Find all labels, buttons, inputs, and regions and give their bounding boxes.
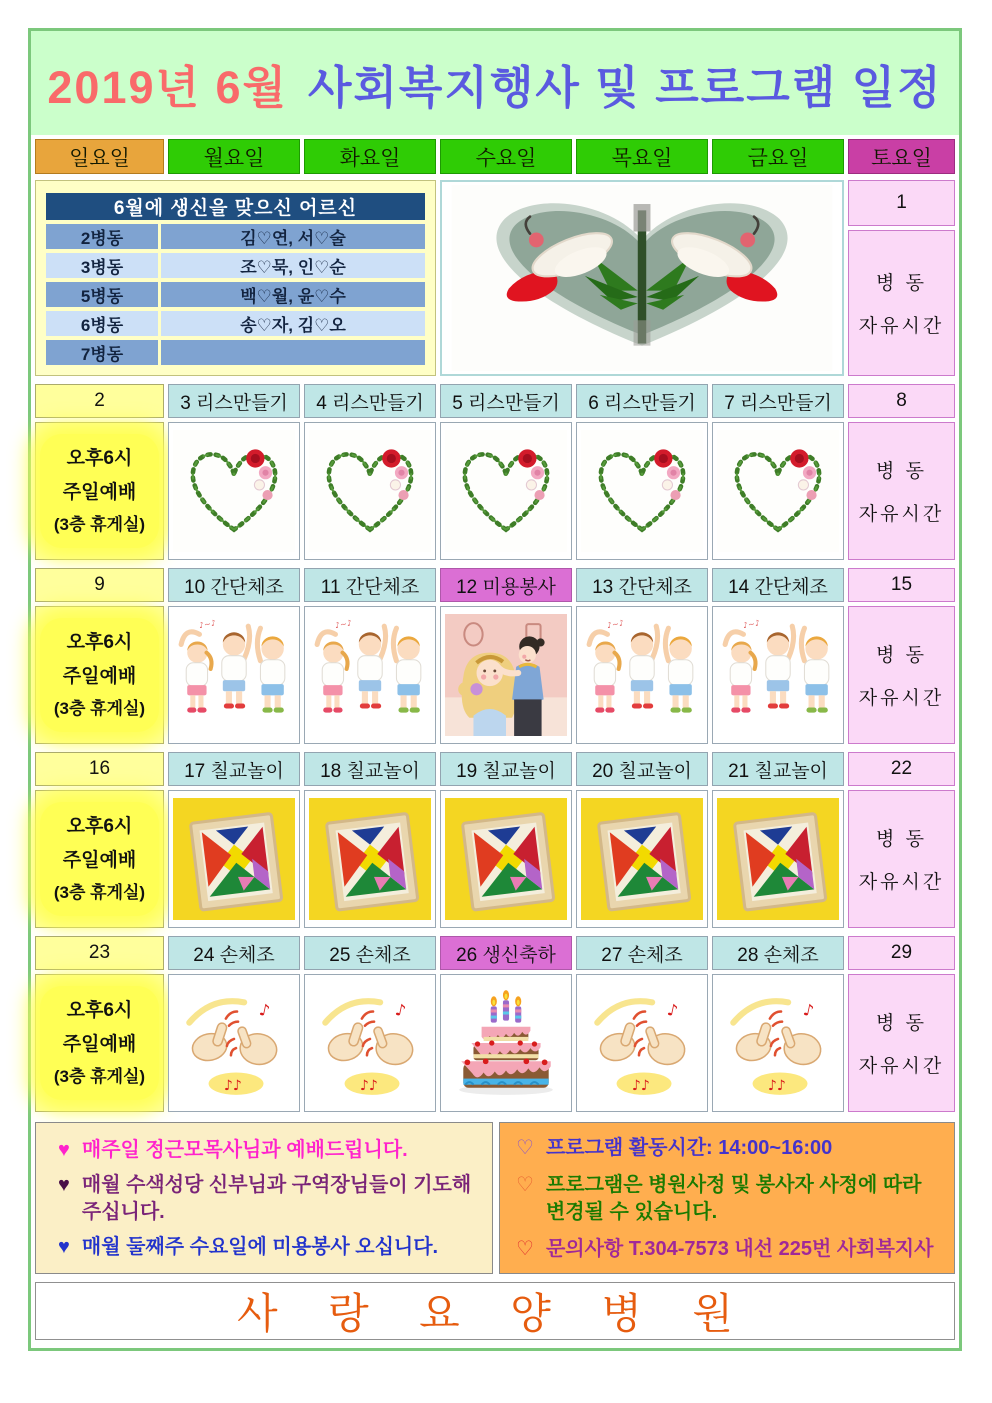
activity-image-cell <box>168 606 300 744</box>
saturday-free-cell <box>848 790 955 928</box>
ward-cell: 2병동 <box>46 224 158 249</box>
date-cell: 17 칠교놀이 <box>168 752 300 786</box>
birthday-row <box>46 340 425 365</box>
tangram-image <box>717 795 839 923</box>
activity-image-cell <box>440 974 572 1112</box>
worship-time: 오후6시 <box>66 815 133 837</box>
hospital-name: 사 랑 요 양 병 원 <box>237 1292 753 1338</box>
day-header-tuesday: 화요일 <box>304 139 436 174</box>
ward-cell: 6병동 <box>46 311 158 336</box>
free-time-line: 자유시간 <box>858 1056 945 1077</box>
birthday-cake-image <box>445 979 567 1107</box>
week-row-2 <box>31 384 959 560</box>
free-time-line: 자유시간 <box>858 872 945 893</box>
worship-place: (3층 휴게실) <box>53 882 146 902</box>
free-time-line: 병 동 <box>876 461 927 482</box>
activity-image-cell <box>712 790 844 928</box>
hand-exercise-image <box>717 979 839 1107</box>
date-cell: 16 <box>35 752 164 786</box>
notes-left-panel <box>35 1122 493 1274</box>
worship-note <box>40 618 159 733</box>
worship-title: 주일예배 <box>62 1033 137 1055</box>
free-time-line: 병 동 <box>876 1013 927 1034</box>
saturday-free-cell <box>848 606 955 744</box>
activity-image-cell <box>168 974 300 1112</box>
ward-cell: 3병동 <box>46 253 158 278</box>
activity-image-cell <box>440 790 572 928</box>
kids-exercise-image <box>309 611 431 739</box>
date-cell: 25 손체조 <box>304 936 436 970</box>
salvia-heart-photo <box>445 185 839 371</box>
week-row-5 <box>31 936 959 1112</box>
names-cell: 송♡자, 김♡오 <box>161 311 425 336</box>
activity-image-cell <box>576 422 708 560</box>
activity-image-cell <box>168 790 300 928</box>
note-item <box>58 1137 480 1164</box>
date-cell: 4 리스만들기 <box>304 384 436 418</box>
names-cell: 김♡연, 서♡술 <box>161 224 425 249</box>
activity-image-cell <box>712 974 844 1112</box>
date-cell: 22 <box>848 752 955 786</box>
heart-outline-icon: ♡ <box>516 1174 534 1196</box>
saturday-free-cell <box>848 230 955 376</box>
date-cell: 15 <box>848 568 955 602</box>
activity-image-cell <box>576 606 708 744</box>
names-cell: 백♡월, 윤♡수 <box>161 282 425 307</box>
note-text: 매주일 정근모목사님과 예배드립니다. <box>81 1139 408 1161</box>
activity-image-cell <box>712 606 844 744</box>
date-cell: 23 <box>35 936 164 970</box>
names-cell: 조♡묵, 인♡순 <box>161 253 425 278</box>
day-header-wednesday: 수요일 <box>440 139 572 174</box>
activity-image-cell <box>712 422 844 560</box>
date-cell: 3 리스만들기 <box>168 384 300 418</box>
note-text: 매월 둘째주 수요일에 미용봉사 오십니다. <box>81 1236 439 1258</box>
heart-wreath-image <box>309 427 431 555</box>
heart-icon: ♥ <box>58 1139 70 1161</box>
free-time-line: 자유시간 <box>858 688 945 709</box>
hospital-name-footer <box>35 1282 955 1340</box>
week-row-1 <box>31 180 959 376</box>
birthday-heading: 6월에 생신을 맞으신 어르신 <box>46 193 425 220</box>
free-time-line: 병 동 <box>876 829 927 850</box>
activity-image-cell <box>304 422 436 560</box>
birthday-panel <box>35 180 436 376</box>
free-time-line: 병 동 <box>876 273 927 294</box>
tangram-image <box>309 795 431 923</box>
worship-title: 주일예배 <box>62 665 137 687</box>
sunday-worship-cell <box>35 422 164 560</box>
kids-exercise-image <box>173 611 295 739</box>
sunday-worship-cell <box>35 790 164 928</box>
day-header-monday: 월요일 <box>168 139 300 174</box>
birthday-row <box>46 311 425 336</box>
saturday-free-cell <box>848 422 955 560</box>
note-text: 매월 수색성당 신부님과 구역장님들이 기도해주십니다. <box>81 1174 472 1223</box>
date-cell: 28 손체조 <box>712 936 844 970</box>
date-cell: 11 간단체조 <box>304 568 436 602</box>
date-cell: 5 리스만들기 <box>440 384 572 418</box>
week-row-4 <box>31 752 959 928</box>
day-header-row <box>31 139 959 174</box>
title-subject: 사회복지행사 및 프로그램 일정 <box>307 61 943 113</box>
free-time-line: 자유시간 <box>858 316 945 337</box>
activity-image-cell <box>440 422 572 560</box>
heart-wreath-image <box>581 427 703 555</box>
note-item <box>516 1172 942 1226</box>
activity-image-cell <box>168 422 300 560</box>
heart-outline-icon: ♡ <box>516 1238 534 1260</box>
date-cell: 2 <box>35 384 164 418</box>
tangram-image <box>445 795 567 923</box>
heart-wreath-image <box>445 427 567 555</box>
sunday-worship-cell <box>35 606 164 744</box>
worship-title: 주일예배 <box>62 849 137 871</box>
date-cell: 9 <box>35 568 164 602</box>
date-cell: 27 손체조 <box>576 936 708 970</box>
page-title <box>31 31 959 135</box>
worship-place: (3층 휴게실) <box>53 698 146 718</box>
activity-image-cell <box>304 790 436 928</box>
worship-title: 주일예배 <box>62 481 137 503</box>
ward-cell: 5병동 <box>46 282 158 307</box>
date-cell: 18 칠교놀이 <box>304 752 436 786</box>
heart-wreath-image <box>717 427 839 555</box>
note-item <box>516 1135 942 1162</box>
heart-outline-icon: ♡ <box>516 1137 534 1159</box>
activity-image-cell <box>440 606 572 744</box>
kids-exercise-image <box>581 611 703 739</box>
worship-place: (3층 휴게실) <box>53 1066 146 1086</box>
date-cell: 6 리스만들기 <box>576 384 708 418</box>
activity-image-cell <box>304 974 436 1112</box>
note-item <box>58 1172 480 1226</box>
day-header-friday: 금요일 <box>712 139 844 174</box>
sunday-worship-cell <box>35 974 164 1112</box>
ward-cell: 7병동 <box>46 340 158 365</box>
free-time-line: 자유시간 <box>858 504 945 525</box>
activity-image-cell <box>576 790 708 928</box>
week-row-3 <box>31 568 959 744</box>
date-cell: 1 <box>848 180 955 226</box>
notes-right-panel <box>499 1122 955 1274</box>
date-cell: 14 간단체조 <box>712 568 844 602</box>
heart-icon: ♥ <box>58 1174 70 1196</box>
note-text: 프로그램 활동시간: 14:00~16:00 <box>545 1137 833 1159</box>
tangram-image <box>581 795 703 923</box>
names-cell <box>161 340 425 365</box>
birthday-row <box>46 282 425 307</box>
date-cell-birthday-party: 26 생신축하 <box>440 936 572 970</box>
birthday-row <box>46 253 425 278</box>
note-item <box>58 1234 480 1261</box>
date-cell: 21 칠교놀이 <box>712 752 844 786</box>
date-cell: 8 <box>848 384 955 418</box>
title-month: 2019년 6월 <box>47 61 288 113</box>
note-item <box>516 1236 942 1263</box>
worship-note <box>40 986 159 1101</box>
beauty-service-image <box>445 611 567 739</box>
heart-wreath-image <box>173 427 295 555</box>
date-cell: 13 간단체조 <box>576 568 708 602</box>
saturday-free-cell <box>848 974 955 1112</box>
heart-icon: ♥ <box>58 1236 70 1258</box>
activity-image-cell <box>304 606 436 744</box>
free-time-line: 병 동 <box>876 645 927 666</box>
date-cell: 24 손체조 <box>168 936 300 970</box>
hand-exercise-image <box>309 979 431 1107</box>
hand-exercise-image <box>581 979 703 1107</box>
calendar-frame <box>28 28 962 1351</box>
date-cell-beauty-service: 12 미용봉사 <box>440 568 572 602</box>
tangram-image <box>173 795 295 923</box>
day-header-sunday: 일요일 <box>35 139 164 174</box>
date-cell: 19 칠교놀이 <box>440 752 572 786</box>
kids-exercise-image <box>717 611 839 739</box>
day-header-thursday: 목요일 <box>576 139 708 174</box>
birthday-row <box>46 224 425 249</box>
note-text: 프로그램은 병원사정 및 봉사자 사정에 따라 변경될 수 있습니다. <box>545 1174 922 1223</box>
date-cell: 29 <box>848 936 955 970</box>
note-text: 문의사항 T.304-7573 내선 225번 사회복지사 <box>545 1238 934 1260</box>
date-cell: 20 칠교놀이 <box>576 752 708 786</box>
worship-time: 오후6시 <box>66 631 133 653</box>
notes-section <box>35 1122 955 1274</box>
worship-note <box>40 434 159 549</box>
activity-image-cell <box>576 974 708 1112</box>
date-cell: 10 간단체조 <box>168 568 300 602</box>
worship-note <box>40 802 159 917</box>
hand-exercise-image <box>173 979 295 1107</box>
worship-time: 오후6시 <box>66 447 133 469</box>
day-header-saturday: 토요일 <box>848 139 955 174</box>
date-cell: 7 리스만들기 <box>712 384 844 418</box>
flower-photo-cell <box>440 180 844 376</box>
worship-place: (3층 휴게실) <box>53 514 146 534</box>
worship-time: 오후6시 <box>66 999 133 1021</box>
